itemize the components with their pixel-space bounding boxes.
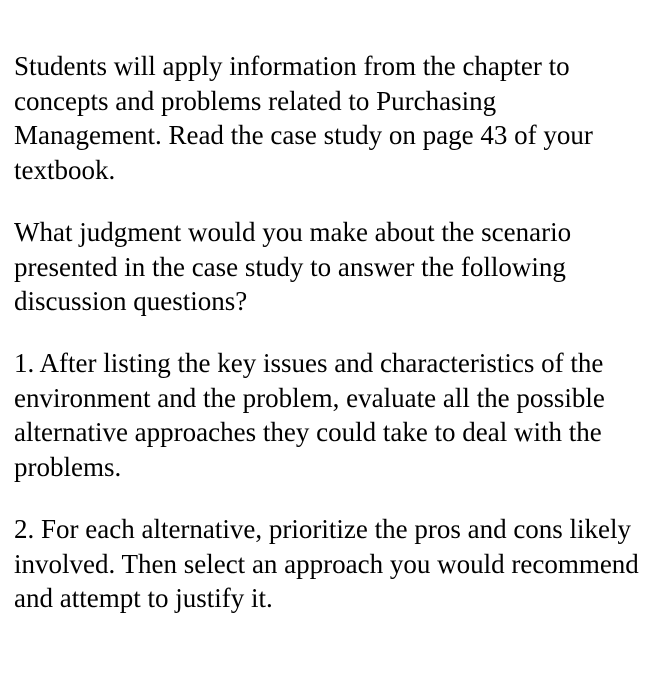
discussion-question-2: 2. For each alternative, prioritize the pros and cons likely involved. Then select an approach you would recommend and attempt to justify it.	[14, 514, 639, 613]
discussion-question-1: 1. After listing the key issues and characteristics of the environment and the problem, evaluate all the possible alternative approaches they could take to deal with the problems.	[14, 348, 605, 482]
intro-paragraph: Students will apply information from the chapter to concepts and problems related to Purchasing Management. Read the case study on page 43 of your textbook.	[14, 51, 593, 185]
judgment-prompt-paragraph: What judgment would you make about the scenario presented in the case study to answer the following discussion questions?	[14, 217, 572, 316]
